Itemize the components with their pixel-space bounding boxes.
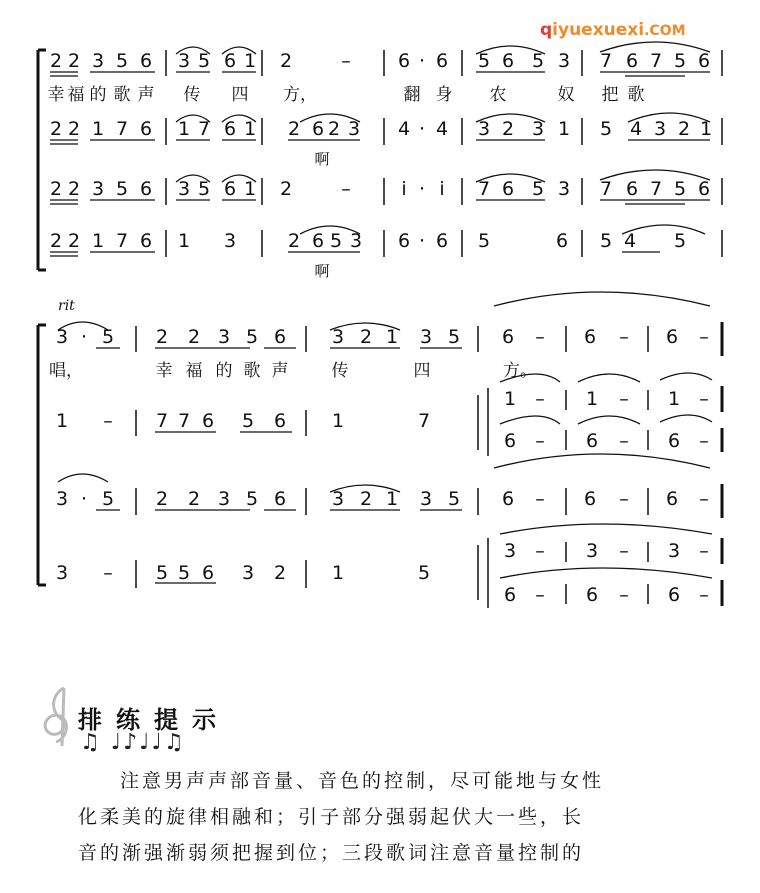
note: 6 — [139, 118, 153, 140]
note: 5 — [417, 562, 431, 584]
note: 2 — [359, 488, 373, 510]
lyric: 奴 — [557, 85, 575, 105]
note: 1 — [667, 388, 681, 410]
note: 3 — [653, 118, 667, 140]
lyric: 福 — [67, 85, 85, 105]
note: 5 — [329, 230, 343, 252]
note: 1 — [91, 118, 105, 140]
note: 7 — [155, 410, 169, 432]
note: 5 — [599, 118, 613, 140]
note: – — [619, 540, 629, 562]
music-notes-icon: ♫ ♩♪♩♩♫ — [80, 730, 186, 755]
note: – — [699, 430, 709, 452]
note: 6 — [397, 50, 411, 72]
lyric-ah: 啊 — [314, 262, 330, 280]
lyric-ah: 啊 — [314, 150, 330, 168]
note: 6 — [223, 178, 237, 200]
note: 6 — [139, 178, 153, 200]
note: 2 — [287, 118, 301, 140]
note: 2 — [273, 562, 287, 584]
note: – — [699, 388, 709, 410]
note: 6 — [585, 430, 599, 452]
note: 3 — [177, 50, 191, 72]
note: 2 — [279, 50, 293, 72]
note: 5 — [531, 178, 545, 200]
note: 6 — [311, 118, 325, 140]
note: – — [699, 326, 709, 348]
note: 6 — [625, 50, 639, 72]
note: 6 — [501, 178, 515, 200]
note: – — [535, 488, 545, 510]
note: 6 — [667, 430, 681, 452]
note: 5 — [673, 178, 687, 200]
note: 3 — [223, 230, 237, 252]
note: 6 — [273, 488, 287, 510]
note: 3 — [477, 118, 491, 140]
note: 5 — [477, 230, 491, 252]
lyric: 方。 — [503, 361, 537, 381]
note: · — [80, 488, 88, 510]
note: 1 — [503, 388, 517, 410]
note: 6 — [583, 326, 597, 348]
note: – — [535, 326, 545, 348]
note: 2 — [49, 178, 63, 200]
note: 3 — [331, 488, 345, 510]
note: – — [341, 178, 351, 200]
rit-marking: rit — [58, 298, 75, 314]
note: 6 — [311, 230, 325, 252]
note: 5 — [531, 50, 545, 72]
note: 6 — [555, 230, 569, 252]
note: – — [535, 540, 545, 562]
note: 1 — [91, 230, 105, 252]
note: 3 — [585, 540, 599, 562]
note: 6 — [583, 488, 597, 510]
note: 4 — [623, 230, 637, 252]
note: 6 — [139, 50, 153, 72]
tips-line: 注意男声声部音量、音色的控制，尽可能地与女性 — [120, 770, 605, 792]
note: 6 — [223, 50, 237, 72]
note: 7 — [477, 178, 491, 200]
note: 3 — [55, 488, 69, 510]
note: 4 — [435, 118, 449, 140]
note: 5 — [245, 488, 259, 510]
lyric: 把 — [601, 85, 619, 105]
note: 7 — [599, 50, 613, 72]
note: 3 — [557, 178, 571, 200]
note: 7 — [115, 118, 129, 140]
note: · — [418, 178, 426, 200]
lyric: 声 — [137, 85, 155, 105]
lyric: 身 — [435, 85, 453, 105]
note: 6 — [503, 584, 517, 606]
note: 6 — [201, 562, 215, 584]
note: 3 — [91, 50, 105, 72]
note: 6 — [273, 326, 287, 348]
lyric: 翻 — [403, 85, 421, 105]
note: 7 — [115, 230, 129, 252]
note: 5 — [197, 50, 211, 72]
note: 2 — [501, 118, 515, 140]
note: 4 — [397, 118, 411, 140]
lyric: 农 — [489, 85, 507, 105]
note: 5 — [673, 230, 687, 252]
note: 3 — [55, 562, 69, 584]
note: 3 — [217, 488, 231, 510]
note: – — [619, 584, 629, 606]
note: 3 — [347, 118, 361, 140]
note: 5 — [245, 326, 259, 348]
lyric: 四 — [413, 361, 431, 381]
note: 2 — [155, 488, 169, 510]
note: 5 — [115, 178, 129, 200]
note: · — [418, 118, 426, 140]
note: – — [619, 488, 629, 510]
note: – — [619, 430, 629, 452]
lyric: 声 — [271, 361, 289, 381]
note: 5 — [101, 488, 115, 510]
note: 6 — [503, 430, 517, 452]
note: 6 — [625, 178, 639, 200]
note: – — [535, 430, 545, 452]
lyric: 幸 — [47, 85, 65, 105]
note: 2 — [49, 118, 63, 140]
note: 2 — [67, 118, 81, 140]
note: i — [439, 178, 445, 200]
note: 2 — [359, 326, 373, 348]
note: 3 — [241, 562, 255, 584]
note: 3 — [217, 326, 231, 348]
note: 4 — [629, 118, 643, 140]
tips-line: 音的渐强渐弱须把握到位；三段歌词注意音量控制的 — [78, 842, 585, 864]
note: – — [619, 326, 629, 348]
note: 3 — [531, 118, 545, 140]
note: 7 — [599, 178, 613, 200]
note: 3 — [349, 230, 363, 252]
note: 7 — [197, 118, 211, 140]
note: 6 — [585, 584, 599, 606]
note: 1 — [243, 50, 257, 72]
note: 6 — [501, 326, 515, 348]
lyric: 歌 — [627, 85, 645, 105]
note: 7 — [177, 410, 191, 432]
note: 2 — [67, 230, 81, 252]
note: 2 — [677, 118, 691, 140]
note: 5 — [101, 326, 115, 348]
rehearsal-tips-heading: 排练提示 — [78, 706, 230, 734]
note: – — [103, 562, 113, 584]
lyric: 传 — [183, 85, 201, 105]
note: 6 — [435, 50, 449, 72]
note: 6 — [665, 326, 679, 348]
note: 2 — [49, 230, 63, 252]
note: 3 — [177, 178, 191, 200]
lyric: 的 — [215, 361, 233, 381]
note: 3 — [503, 540, 517, 562]
note: 5 — [241, 410, 255, 432]
note: – — [699, 488, 709, 510]
note: 5 — [477, 50, 491, 72]
note: 2 — [67, 50, 81, 72]
note: 3 — [419, 326, 433, 348]
note: 6 — [697, 178, 711, 200]
note: 1 — [699, 118, 713, 140]
lyric: 四 — [231, 85, 249, 105]
tips-line: 化柔美的旋律相融和；引子部分强弱起伏大一些，长 — [78, 806, 585, 828]
note: 2 — [287, 230, 301, 252]
note: 5 — [115, 50, 129, 72]
note: 5 — [673, 50, 687, 72]
note: 6 — [273, 410, 287, 432]
note: · — [80, 326, 88, 348]
note: 7 — [417, 410, 431, 432]
note: 1 — [585, 388, 599, 410]
note: 6 — [397, 230, 411, 252]
site-watermark: qiyuexuexi.COM — [540, 20, 686, 40]
note: – — [699, 540, 709, 562]
note: 1 — [243, 118, 257, 140]
note: 6 — [139, 230, 153, 252]
note: 6 — [665, 488, 679, 510]
note: 1 — [385, 488, 399, 510]
note: 2 — [187, 326, 201, 348]
note: 5 — [177, 562, 191, 584]
note: 7 — [649, 50, 663, 72]
note: 6 — [223, 118, 237, 140]
note: 3 — [667, 540, 681, 562]
note: 1 — [243, 178, 257, 200]
note: 6 — [201, 410, 215, 432]
note: 2 — [327, 118, 341, 140]
note: 6 — [501, 50, 515, 72]
note: 1 — [177, 230, 191, 252]
note: 2 — [67, 178, 81, 200]
note: · — [418, 230, 426, 252]
note: 5 — [447, 488, 461, 510]
lyric: 福 — [185, 361, 203, 381]
note: 1 — [331, 562, 345, 584]
lyric: 歌 — [113, 85, 131, 105]
note: 5 — [599, 230, 613, 252]
note: 7 — [649, 178, 663, 200]
note: 1 — [331, 410, 345, 432]
note: 3 — [331, 326, 345, 348]
note: 6 — [435, 230, 449, 252]
note: – — [619, 388, 629, 410]
note: i — [401, 178, 407, 200]
note: 5 — [155, 562, 169, 584]
note: – — [103, 410, 113, 432]
lyric: 传 — [331, 361, 349, 381]
note: – — [699, 584, 709, 606]
note: 1 — [385, 326, 399, 348]
note: 6 — [667, 584, 681, 606]
note: 6 — [697, 50, 711, 72]
note: 3 — [419, 488, 433, 510]
lyric: 幸 — [155, 361, 173, 381]
note: – — [341, 50, 351, 72]
note: 6 — [501, 488, 515, 510]
note: 2 — [279, 178, 293, 200]
note: 3 — [91, 178, 105, 200]
note: 2 — [187, 488, 201, 510]
note: – — [535, 388, 545, 410]
note: – — [535, 584, 545, 606]
note: 5 — [197, 178, 211, 200]
note: · — [418, 50, 426, 72]
note: 1 — [55, 410, 69, 432]
lyric: 唱， — [49, 361, 83, 381]
note: 1 — [557, 118, 571, 140]
note: 3 — [557, 50, 571, 72]
note: 2 — [155, 326, 169, 348]
lyric: 的 — [89, 85, 107, 105]
note: 3 — [55, 326, 69, 348]
note: 1 — [177, 118, 191, 140]
lyric: 歌 — [243, 361, 261, 381]
note: 2 — [49, 50, 63, 72]
note: 5 — [447, 326, 461, 348]
lyric: 方， — [283, 85, 317, 105]
